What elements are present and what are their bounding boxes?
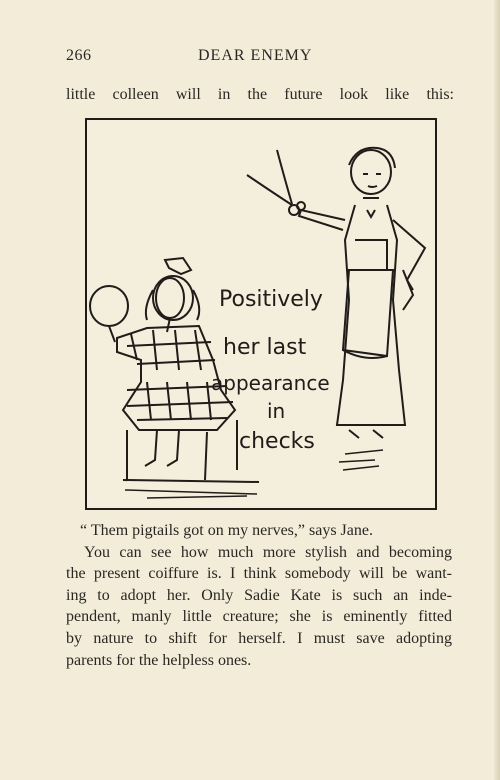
text-line: ing to adopt her. Only Sadie Kate is such an inde- xyxy=(66,586,452,604)
paragraph-1 xyxy=(66,520,452,542)
lettering-line-2: her last xyxy=(223,335,307,360)
page-number: 266 xyxy=(66,47,92,64)
illustration xyxy=(85,118,437,510)
running-head xyxy=(66,47,450,69)
text-line: “ Them pigtails got on my nerves,” says Jane. xyxy=(80,522,373,539)
book-title: DEAR ENEMY xyxy=(198,47,313,64)
text-line: the present coiffure is. I think somebody will be want- xyxy=(66,565,452,583)
lettering-line-3: appearance xyxy=(211,371,330,395)
scissors-drawing xyxy=(247,150,305,215)
lettering-line-4: in xyxy=(267,399,286,423)
illustration-lettering xyxy=(211,287,330,454)
lettering-line-1: Positively xyxy=(219,287,323,312)
hand-mirror-drawing xyxy=(90,286,128,342)
lettering-line-5: checks xyxy=(239,429,315,454)
text-line: parents for the helpless ones. xyxy=(66,651,252,669)
page-edge xyxy=(494,0,500,780)
lead-line: little colleen will in the future look like this: xyxy=(66,86,454,103)
paragraph-2 xyxy=(66,542,452,672)
ground-lines xyxy=(125,450,383,498)
illustration-drawing xyxy=(87,120,435,508)
text-line: by nature to shift for herself. I must save adopting xyxy=(66,629,452,647)
text-line: You can see how much more stylish and becoming xyxy=(84,543,452,561)
text-line: pendent, manly little creature; she is eminently fitted xyxy=(66,608,452,626)
body-text xyxy=(66,520,452,671)
